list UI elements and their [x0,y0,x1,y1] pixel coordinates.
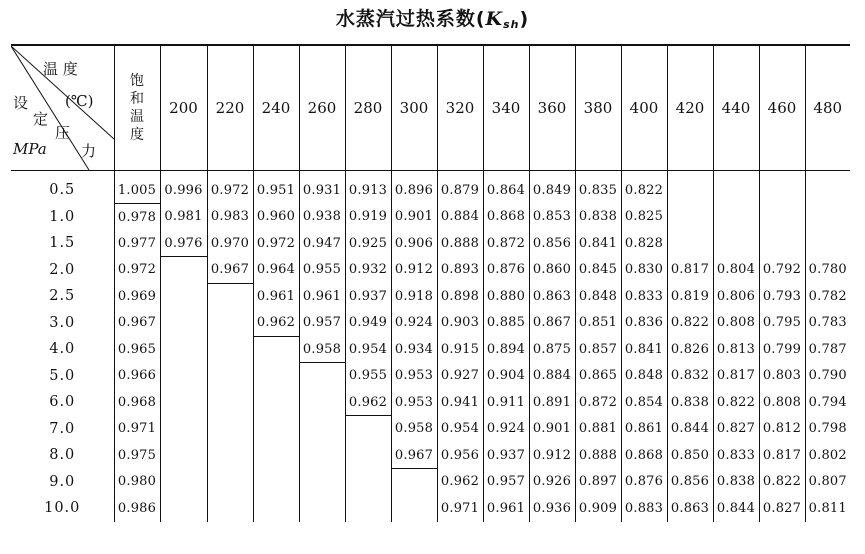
coefficient-cell: 0.957 [299,310,345,337]
temp-header-380: 380 [575,45,621,171]
corner-set-label-b: 定 [33,110,49,128]
empty-cell [805,171,850,204]
temp-header-300: 300 [391,45,437,171]
coefficient-cell: 0.868 [621,442,667,469]
coefficient-cell: 0.867 [529,310,575,337]
coefficient-cell: 0.955 [299,257,345,284]
saturation-label-char: 和 [130,91,144,107]
title-close: ) [519,8,530,30]
table-row [11,230,850,257]
coefficient-cell: 0.812 [759,416,805,443]
saturation-value-cell: 0.968 [114,389,160,416]
coefficient-cell: 0.912 [391,257,437,284]
saturation-value-cell: 0.978 [114,204,160,231]
temp-header-240: 240 [253,45,299,171]
saturation-value-cell: 0.969 [114,283,160,310]
temp-header-220: 220 [207,45,253,171]
coefficient-cell: 0.851 [575,310,621,337]
coefficient-cell: 0.881 [575,416,621,443]
pressure-cell: 7.0 [11,416,114,443]
saturation-value-cell: 0.975 [114,442,160,469]
coefficient-cell: 0.857 [575,336,621,363]
coefficient-cell: 0.828 [621,230,667,257]
empty-cell [160,336,207,363]
empty-cell [299,389,345,416]
coefficient-cell: 0.850 [667,442,713,469]
coefficient-cell: 0.954 [437,416,483,443]
table-row [11,283,850,310]
table-body [11,171,850,522]
empty-cell [253,336,299,363]
coefficient-cell: 0.901 [529,416,575,443]
coefficient-cell: 0.924 [483,416,529,443]
empty-cell [253,442,299,469]
coefficient-cell: 0.962 [253,310,299,337]
empty-cell [667,171,713,204]
coefficient-cell: 0.876 [621,469,667,496]
title-symbol: K [485,8,504,30]
coefficient-cell: 0.799 [759,336,805,363]
empty-cell [759,171,805,204]
saturation-label-char: 温 [130,109,144,125]
title-subscript: sh [503,18,520,31]
coefficient-cell: 0.961 [483,495,529,522]
empty-cell [253,389,299,416]
table-row [11,363,850,390]
coefficient-cell: 0.957 [483,469,529,496]
empty-cell [160,416,207,443]
empty-cell [759,204,805,231]
corner-set-label-a: 设 [13,94,29,112]
coefficient-cell: 0.932 [345,257,391,284]
coefficient-cell: 0.822 [759,469,805,496]
coefficient-cell: 0.961 [299,283,345,310]
saturation-label-char: 饱 [130,73,144,89]
saturation-value-cell: 0.965 [114,336,160,363]
saturation-temp-header [114,45,160,171]
coefficient-cell: 0.863 [667,495,713,522]
table-row [11,416,850,443]
coefficient-cell: 0.904 [483,363,529,390]
title-main: 水蒸汽过热系数( [335,8,486,30]
table-row [11,442,850,469]
saturation-value-cell: 1.005 [114,171,160,204]
coefficient-cell: 0.861 [621,416,667,443]
pressure-cell: 1.5 [11,230,114,257]
coefficient-cell: 0.962 [437,469,483,496]
coefficient-cell: 0.825 [621,204,667,231]
coefficient-cell: 0.981 [160,204,207,231]
coefficient-cell: 0.958 [299,336,345,363]
coefficient-cell: 0.883 [621,495,667,522]
coefficient-cell: 0.912 [529,442,575,469]
empty-cell [160,389,207,416]
coefficient-cell: 0.817 [759,442,805,469]
coefficient-cell: 0.844 [667,416,713,443]
coefficient-cell: 0.780 [808,262,847,278]
table-row [11,469,850,496]
coefficient-cell: 0.856 [529,230,575,257]
superheat-coefficient-table [11,44,850,522]
empty-cell [299,442,345,469]
coefficient-cell: 0.947 [299,230,345,257]
coefficient-cell: 0.976 [160,230,207,257]
coefficient-cell: 0.938 [299,204,345,231]
coefficient-cell: 0.865 [575,363,621,390]
coefficient-cell: 0.884 [437,204,483,231]
empty-cell [207,389,253,416]
pressure-cell: 1.0 [11,204,114,231]
corner-temp-unit: (℃) [65,92,94,110]
coefficient-cell: 0.868 [483,204,529,231]
empty-cell [253,416,299,443]
coefficient-cell: 0.972 [253,230,299,257]
coefficient-cell: 0.848 [621,363,667,390]
coefficient-cell: 0.888 [575,442,621,469]
coefficient-cell: 0.919 [345,204,391,231]
coefficient-cell: 0.884 [529,363,575,390]
empty-cell [160,495,207,522]
pressure-cell: 6.0 [11,389,114,416]
coefficient-cell: 0.808 [713,310,759,337]
coefficient-cell: 0.804 [713,257,759,284]
coefficient-cell: 0.958 [391,416,437,443]
empty-cell [299,416,345,443]
coefficient-cell: 0.915 [437,336,483,363]
coefficient-cell: 0.925 [345,230,391,257]
table-row [11,389,850,416]
coefficient-cell: 0.872 [483,230,529,257]
coefficient-cell: 0.879 [437,171,483,204]
empty-cell [713,171,759,204]
saturation-label-char: 度 [130,127,144,143]
coefficient-cell: 0.811 [808,500,847,516]
empty-cell [207,336,253,363]
empty-cell [207,310,253,337]
coefficient-cell: 0.827 [759,495,805,522]
coefficient-cell: 0.787 [808,341,847,357]
temp-header-320: 320 [437,45,483,171]
empty-cell [345,442,391,469]
pressure-cell: 8.0 [11,442,114,469]
pressure-cell: 10.0 [11,495,114,522]
coefficient-cell: 0.808 [759,389,805,416]
coefficient-cell: 0.953 [391,363,437,390]
coefficient-cell: 0.891 [529,389,575,416]
empty-cell [345,495,391,522]
coefficient-cell: 0.803 [759,363,805,390]
empty-cell [667,230,713,257]
coefficient-cell: 0.983 [207,204,253,231]
coefficient-cell: 0.893 [437,257,483,284]
temp-header-440: 440 [713,45,759,171]
pressure-cell: 0.5 [11,171,114,204]
empty-cell [713,204,759,231]
coefficient-cell: 0.793 [759,283,805,310]
coefficient-cell: 0.894 [483,336,529,363]
coefficient-cell: 0.830 [621,257,667,284]
coefficient-cell: 0.856 [667,469,713,496]
coefficient-cell: 0.937 [483,442,529,469]
pressure-cell: 5.0 [11,363,114,390]
coefficient-cell: 0.924 [391,310,437,337]
coefficient-cell: 0.936 [529,495,575,522]
coefficient-cell: 0.817 [713,363,759,390]
table-row [11,495,850,522]
coefficient-cell: 0.864 [483,171,529,204]
saturation-value-cell: 0.967 [114,310,160,337]
coefficient-cell: 0.967 [391,442,437,469]
coefficient-cell: 0.927 [437,363,483,390]
empty-cell [160,283,207,310]
empty-cell [299,363,345,390]
coefficient-cell: 0.795 [759,310,805,337]
saturation-value-cell: 0.980 [114,469,160,496]
coefficient-cell: 0.901 [391,204,437,231]
coefficient-cell: 0.841 [575,230,621,257]
empty-cell [207,416,253,443]
corner-pressure-label-a: 压 [55,124,71,142]
coefficient-cell: 0.807 [808,474,847,490]
coefficient-cell: 0.885 [483,310,529,337]
empty-cell [713,230,759,257]
coefficient-cell: 0.964 [253,257,299,284]
table-row [11,310,850,337]
pressure-cell: 2.5 [11,283,114,310]
corner-temp-label: 温 度 [43,60,78,78]
coefficient-cell: 0.926 [529,469,575,496]
saturation-value-cell: 0.971 [114,416,160,443]
empty-cell [160,469,207,496]
table-row [11,204,850,231]
coefficient-cell: 0.949 [345,310,391,337]
coefficient-cell: 0.898 [437,283,483,310]
coefficient-cell: 0.956 [437,442,483,469]
coefficient-cell: 0.934 [391,336,437,363]
coefficient-cell: 0.888 [437,230,483,257]
coefficient-cell: 0.822 [667,310,713,337]
coefficient-cell: 0.826 [667,336,713,363]
coefficient-cell: 0.863 [529,283,575,310]
coefficient-cell: 0.860 [529,257,575,284]
temp-header-260: 260 [299,45,345,171]
coefficient-cell: 0.931 [299,171,345,204]
coefficient-cell: 0.838 [713,469,759,496]
temp-header-420: 420 [667,45,713,171]
coefficient-cell: 0.813 [713,336,759,363]
table-row [11,336,850,363]
coefficient-cell: 0.827 [713,416,759,443]
empty-cell [667,204,713,231]
coefficient-cell: 0.822 [713,389,759,416]
coefficient-cell: 0.802 [808,447,847,463]
coefficient-cell: 0.838 [667,389,713,416]
corner-pressure-label-b: 力 [81,142,97,160]
coefficient-cell: 0.790 [808,368,847,384]
temp-header-280: 280 [345,45,391,171]
empty-cell [207,469,253,496]
coefficient-cell: 0.848 [575,283,621,310]
table-title [0,4,865,31]
coefficient-cell: 0.832 [667,363,713,390]
coefficient-cell: 0.896 [391,171,437,204]
empty-cell [253,363,299,390]
pressure-cell: 4.0 [11,336,114,363]
coefficient-cell: 0.953 [391,389,437,416]
coefficient-cell: 0.783 [808,315,847,331]
coefficient-cell: 0.792 [759,257,805,284]
coefficient-cell: 0.996 [160,171,207,204]
coefficient-cell: 0.960 [253,204,299,231]
coefficient-cell: 0.819 [667,283,713,310]
coefficient-cell: 0.937 [345,283,391,310]
coefficient-cell: 0.909 [575,495,621,522]
header-row [11,45,850,171]
coefficient-cell: 0.835 [575,171,621,204]
temp-header-400: 400 [621,45,667,171]
empty-cell [805,230,850,257]
coefficient-cell: 0.876 [483,257,529,284]
coefficient-cell: 0.838 [575,204,621,231]
coefficient-cell: 0.875 [529,336,575,363]
coefficient-cell: 0.872 [575,389,621,416]
coefficient-cell: 0.903 [437,310,483,337]
empty-cell [299,495,345,522]
coefficient-cell: 0.844 [713,495,759,522]
coefficient-cell: 0.822 [621,171,667,204]
empty-cell [253,469,299,496]
empty-cell [345,416,391,443]
coefficient-cell: 0.794 [808,394,847,410]
coefficient-cell: 0.951 [253,171,299,204]
empty-cell [207,283,253,310]
coefficient-cell: 0.941 [437,389,483,416]
coefficient-cell: 0.854 [621,389,667,416]
temp-header-360: 360 [529,45,575,171]
coefficient-cell: 0.817 [667,257,713,284]
pressure-cell: 3.0 [11,310,114,337]
coefficient-cell: 0.853 [529,204,575,231]
temp-header-200: 200 [160,45,207,171]
empty-cell [345,469,391,496]
temp-header-460: 460 [759,45,805,171]
coefficient-cell: 0.841 [621,336,667,363]
coefficient-cell: 0.897 [575,469,621,496]
coefficient-cell: 0.972 [207,171,253,204]
empty-cell [253,495,299,522]
coefficient-cell: 0.971 [437,495,483,522]
temp-header-340: 340 [483,45,529,171]
coefficient-cell: 0.961 [253,283,299,310]
coefficient-cell: 0.955 [345,363,391,390]
coefficient-cell: 0.906 [391,230,437,257]
coefficient-cell: 0.911 [483,389,529,416]
temp-header-480: 480 [805,45,850,171]
empty-cell [160,442,207,469]
empty-cell [299,469,345,496]
empty-cell [805,204,850,231]
pressure-cell: 2.0 [11,257,114,284]
coefficient-cell: 0.806 [713,283,759,310]
empty-cell [160,363,207,390]
pressure-cell: 9.0 [11,469,114,496]
empty-cell [160,310,207,337]
empty-cell [207,363,253,390]
coefficient-cell: 0.782 [808,288,847,304]
saturation-value-cell: 0.986 [114,495,160,522]
table-row [11,257,850,284]
coefficient-cell: 0.967 [207,257,253,284]
saturation-value-cell: 0.977 [114,230,160,257]
empty-cell [160,257,207,284]
empty-cell [207,495,253,522]
coefficient-cell: 0.962 [345,389,391,416]
coefficient-cell: 0.836 [621,310,667,337]
saturation-value-cell: 0.966 [114,363,160,390]
empty-cell [391,495,437,522]
empty-cell [207,442,253,469]
coefficient-cell: 0.845 [575,257,621,284]
table-row [11,171,850,204]
coefficient-cell: 0.849 [529,171,575,204]
coefficient-cell: 0.833 [621,283,667,310]
coefficient-cell: 0.913 [345,171,391,204]
coefficient-cell: 0.833 [713,442,759,469]
empty-cell [759,230,805,257]
coefficient-cell: 0.880 [483,283,529,310]
empty-cell [391,469,437,496]
coefficient-cell: 0.798 [808,421,847,437]
saturation-value-cell: 0.972 [114,257,160,284]
corner-header [11,45,114,171]
coefficient-cell: 0.918 [391,283,437,310]
coefficient-cell: 0.954 [345,336,391,363]
coefficient-cell: 0.970 [207,230,253,257]
corner-pressure-unit: MPa [13,140,47,158]
